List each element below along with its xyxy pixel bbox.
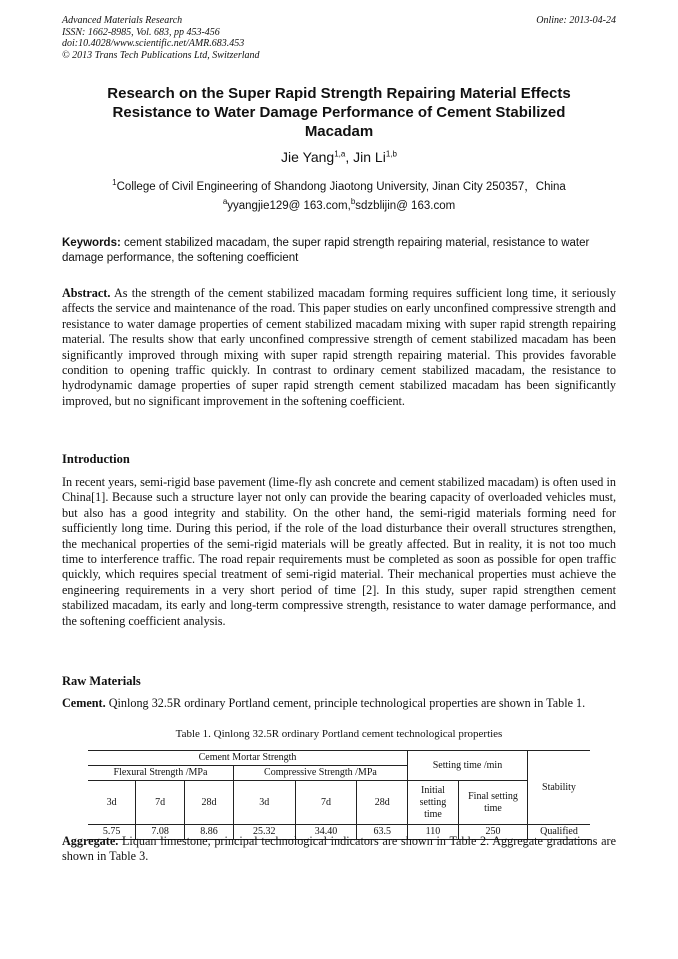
affiliation-text: College of Civil Engineering of Shandong Jiaotong University, Jinan City 250357，China xyxy=(116,181,566,193)
author-superscript: 1,b xyxy=(385,149,397,159)
header-cell: 3d xyxy=(106,796,117,808)
aggregate-text: Liquan limestone, principal technological indicators are shown in Table 2. Aggregate gradations are shown in Table 3. xyxy=(62,834,616,864)
header-cell: 7d xyxy=(136,781,185,825)
table-header-row xyxy=(88,781,590,825)
section-heading-raw-materials: Raw Materials xyxy=(62,674,141,688)
header-cell: 28d xyxy=(357,781,408,825)
keywords xyxy=(62,236,616,266)
table-cell: 5.75 xyxy=(88,825,136,840)
author-superscript: 1,a xyxy=(334,149,346,159)
journal-header xyxy=(62,15,616,61)
table-cell: 8.86 xyxy=(185,825,234,840)
table-caption: Table 1. Qinlong 32.5R ordinary Portland cement technological properties xyxy=(175,728,503,740)
header-cell: Cement Mortar Strength xyxy=(88,751,407,766)
header-cell: 3d xyxy=(233,781,295,825)
author-name: Jie Yang xyxy=(281,149,335,165)
email-link[interactable]: sdzblijin@ 163.com xyxy=(355,200,456,212)
abstract-text: As the strength of the cement stabilized macadam forming requires sufficient long time, it seriously affects the service and maintenance of the road. This paper studies on early unconfined compressive strength and resistance to water damage properties of cement stabilized macadam mixing with super rapid strength repairing material. The results show that early unconfined compressive strength of cement stabilized macadam has been significantly improved through mixing with super rapid strength repairing material. This provides favorable condition to opening traffic quickly. In contrast to ordinary cement stabilized macadam, the resistance to hydrodynamic damage properties of super rapid strength cement stabilized macadam has been significantly improved, but no significant improvement in the softening coefficient. xyxy=(62,286,616,408)
table-cell: 7.08 xyxy=(136,825,185,840)
author-separator: , xyxy=(345,149,354,165)
cement-paragraph xyxy=(62,696,616,711)
cement-text: Qinlong 32.5R ordinary Portland cement, principle technological properties are shown in Table 1. xyxy=(105,696,586,710)
header-cell: Setting time /min xyxy=(407,751,527,781)
table-cell: 25.32 xyxy=(233,825,295,840)
introduction-text: In recent years, semi-rigid base pavement (lime-fly ash concrete and cement stabilized macadam) is often used in China[1]. Because such a structure layer not only can provide the bearing capacity of overloaded vehicles must, but also has a good integrity and stability. On the other hand, the semi-rigid materials forming need for sufficiently long time. During this period, if the role of the load disturbance their overall structures strengthen, the mechanical properties of the semi-rigid materials will be greatly affected. But in reality, it is not too much time to interference traffic. The road repair requirements must be completed as soon as possible for open traffic quickly, which requires special treatment of semi-rigid material. Their mechanical properties must achieve the engineering requirements in a very short period of time [2]. In this study, super rapid strengthen cement stabilized macadam, its early and long-term compressive strength, resistance to water damage performance, and the softening coefficient analysis. xyxy=(62,475,616,628)
cement-label: Cement. xyxy=(62,696,106,710)
abstract xyxy=(62,286,616,409)
authors xyxy=(62,149,616,165)
table-header-row xyxy=(88,751,590,766)
header-cell: 7d xyxy=(295,781,357,825)
paper-title xyxy=(62,84,616,141)
online-date: Online: 2013-04-24 xyxy=(536,15,616,26)
table-cell: 63.5 xyxy=(357,825,408,840)
title-line: Macadam xyxy=(304,123,374,140)
issn: ISSN: 1662-8985, Vol. 683, pp 453-456 xyxy=(62,26,220,38)
title-line: Research on the Super Rapid Strength Repairing Material Effects xyxy=(107,85,571,102)
table-cell: 34.40 xyxy=(295,825,357,840)
header-cell: 28d xyxy=(185,781,234,825)
email-superscript: a xyxy=(222,197,228,207)
table-cell: 250 xyxy=(458,825,527,840)
table-cell: 110 xyxy=(407,825,458,840)
aggregate-label: Aggregate. xyxy=(62,834,119,848)
header-cell: Initial setting time xyxy=(407,781,458,825)
copyright: © 2013 Trans Tech Publications Ltd, Switzerland xyxy=(62,49,260,61)
author-name: Jin Li xyxy=(353,149,386,165)
header-cell: Flexural Strength /MPa xyxy=(88,766,233,781)
aggregate-paragraph xyxy=(62,834,616,865)
abstract-label: Abstract. xyxy=(62,286,111,300)
email-superscript: b xyxy=(350,197,356,207)
table-cell: Qualified xyxy=(527,825,590,840)
keywords-label: Keywords: xyxy=(62,237,121,249)
header-cell: Compressive Strength /MPa xyxy=(233,766,407,781)
keywords-text: cement stabilized macadam, the super rapid strength repairing material, resistance to water damage performance, the softening coefficient xyxy=(62,237,590,264)
journal-name: Advanced Materials Research xyxy=(62,15,183,26)
affiliation-superscript: 1 xyxy=(112,178,117,188)
cement-properties-table xyxy=(88,750,590,840)
emails xyxy=(62,197,616,212)
header-cell: Final setting time xyxy=(458,781,527,825)
affiliation xyxy=(62,178,616,194)
email-link[interactable]: yyangjie129@ 163.com, xyxy=(227,200,351,212)
header-cell: Stability xyxy=(527,751,590,825)
doi: doi:10.4028/www.scientific.net/AMR.683.453 xyxy=(62,38,245,50)
title-line: Resistance to Water Damage Performance of Cement Stabilized xyxy=(112,104,566,121)
section-heading-introduction: Introduction xyxy=(62,452,130,466)
